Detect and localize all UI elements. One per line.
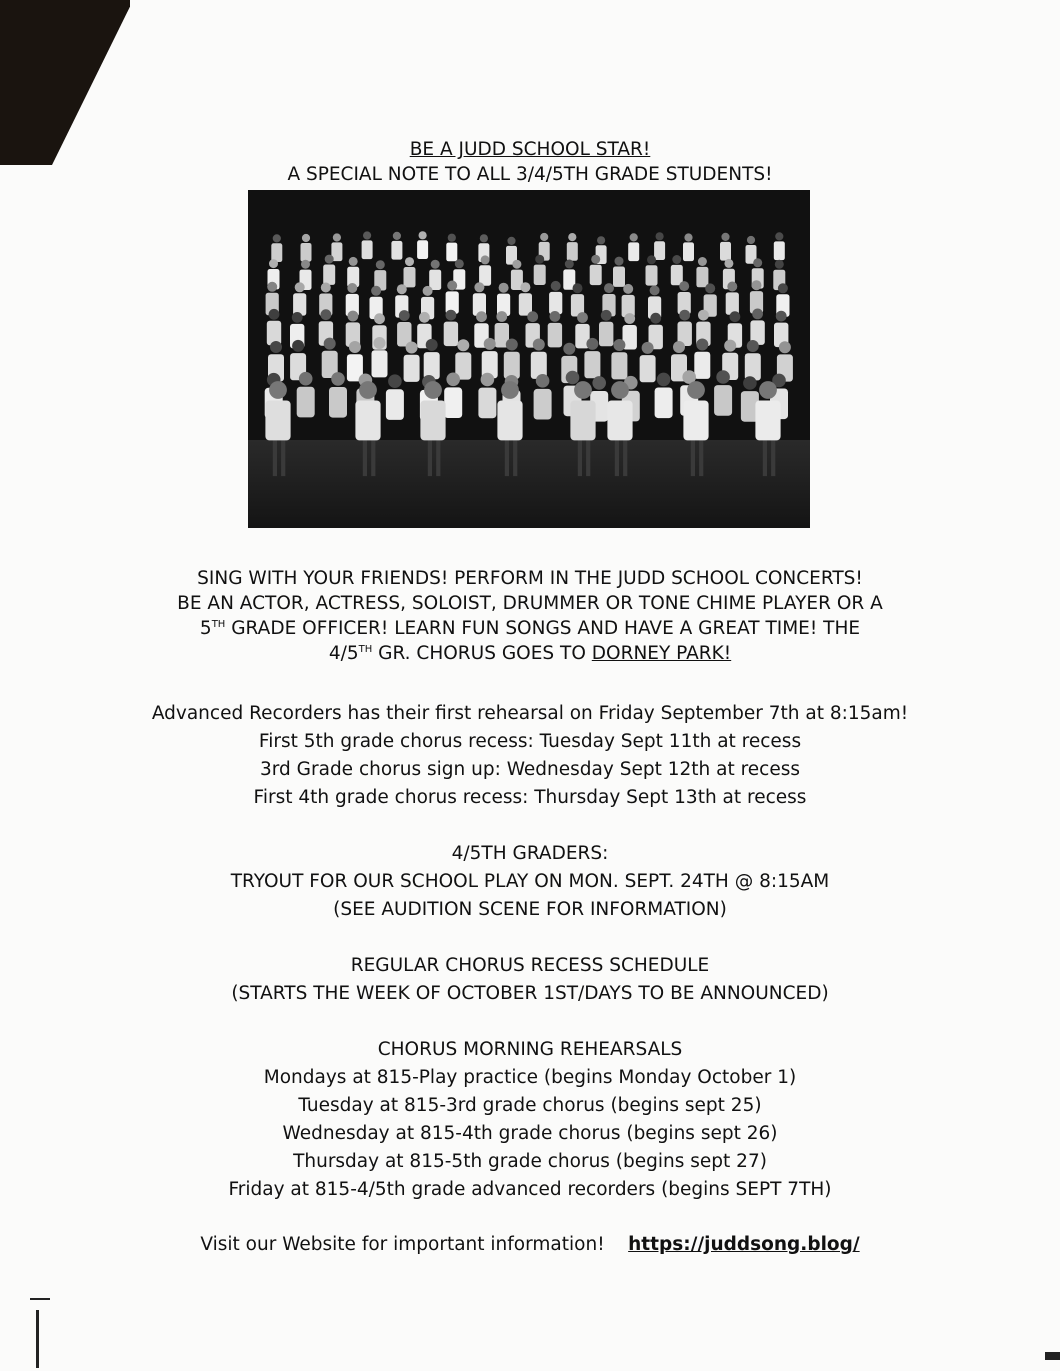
header (0, 137, 1060, 187)
intro-line: SING WITH YOUR FRIENDS! PERFORM IN THE JUDD SCHOOL CONCERTS! (197, 568, 863, 589)
rehearsal-item: Mondays at 815-Play practice (begins Monday October 1) (263, 1067, 797, 1088)
rehearsal-item: Friday at 815-4/5th grade advanced recorders (begins SEPT 7TH) (228, 1179, 832, 1200)
rehearsal-item: Wednesday at 815-4th grade chorus (begins sept 26) (282, 1123, 778, 1144)
intro-line (0, 641, 1060, 666)
website-link[interactable]: https://juddsong.blog/ (628, 1234, 860, 1255)
tryout-block (0, 840, 1060, 924)
intro-line: BE AN ACTOR, ACTRESS, SOLOIST, DRUMMER OR TONE CHIME PLAYER OR A (177, 593, 883, 614)
scan-edge-mark (1045, 1352, 1060, 1360)
intro-text: GR. CHORUS GOES TO (372, 643, 592, 664)
schedule-line: 3rd Grade chorus sign up: Wednesday Sept 12th at recess (259, 759, 800, 780)
rehearsal-item: Tuesday at 815-3rd grade chorus (begins sept 25) (298, 1095, 762, 1116)
footer (0, 1231, 1060, 1259)
scan-edge-mark (36, 1310, 39, 1368)
flyer-title: BE A JUDD SCHOOL STAR! (409, 139, 651, 160)
schedule-line: First 4th grade chorus recess: Thursday Sept 13th at recess (253, 787, 807, 808)
dorney-park-text: DORNEY PARK! (591, 643, 732, 664)
chorus-photo-image (248, 190, 810, 528)
rehearsals-block (0, 1036, 1060, 1204)
schedule-line: Advanced Recorders has their first rehearsal on Friday September 7th at 8:15am! (151, 703, 909, 724)
rehearsals-heading: CHORUS MORNING REHEARSALS (377, 1039, 683, 1060)
tryout-line: (SEE AUDITION SCENE FOR INFORMATION) (333, 899, 727, 920)
schedule-line: First 5th grade chorus recess: Tuesday Sept 11th at recess (258, 731, 802, 752)
footer-text: Visit our Website for important information! (200, 1234, 605, 1255)
intro-line (0, 616, 1060, 641)
schedule-block (0, 700, 1060, 812)
tryout-line: TRYOUT FOR OUR SCHOOL PLAY ON MON. SEPT. 24TH @ 8:15AM (230, 871, 830, 892)
intro-block (0, 566, 1060, 666)
scan-edge-mark (30, 1298, 50, 1300)
intro-sup: TH (358, 643, 373, 655)
intro-text: GRADE OFFICER! LEARN FUN SONGS AND HAVE A GREAT TIME! THE (225, 618, 861, 639)
rehearsal-item: Thursday at 815-5th grade chorus (begins sept 27) (293, 1151, 767, 1172)
intro-num: 4/5 (328, 643, 359, 664)
intro-num: 5 (199, 618, 212, 639)
tryout-heading: 4/5TH GRADERS: (451, 843, 609, 864)
recess-heading: REGULAR CHORUS RECESS SCHEDULE (350, 955, 710, 976)
recess-block (0, 952, 1060, 1008)
chorus-photo (248, 190, 810, 528)
flyer-subtitle: A SPECIAL NOTE TO ALL 3/4/5TH GRADE STUDENTS! (287, 164, 773, 185)
recess-line: (STARTS THE WEEK OF OCTOBER 1ST/DAYS TO BE ANNOUNCED) (231, 983, 829, 1004)
intro-sup: TH (211, 618, 226, 630)
